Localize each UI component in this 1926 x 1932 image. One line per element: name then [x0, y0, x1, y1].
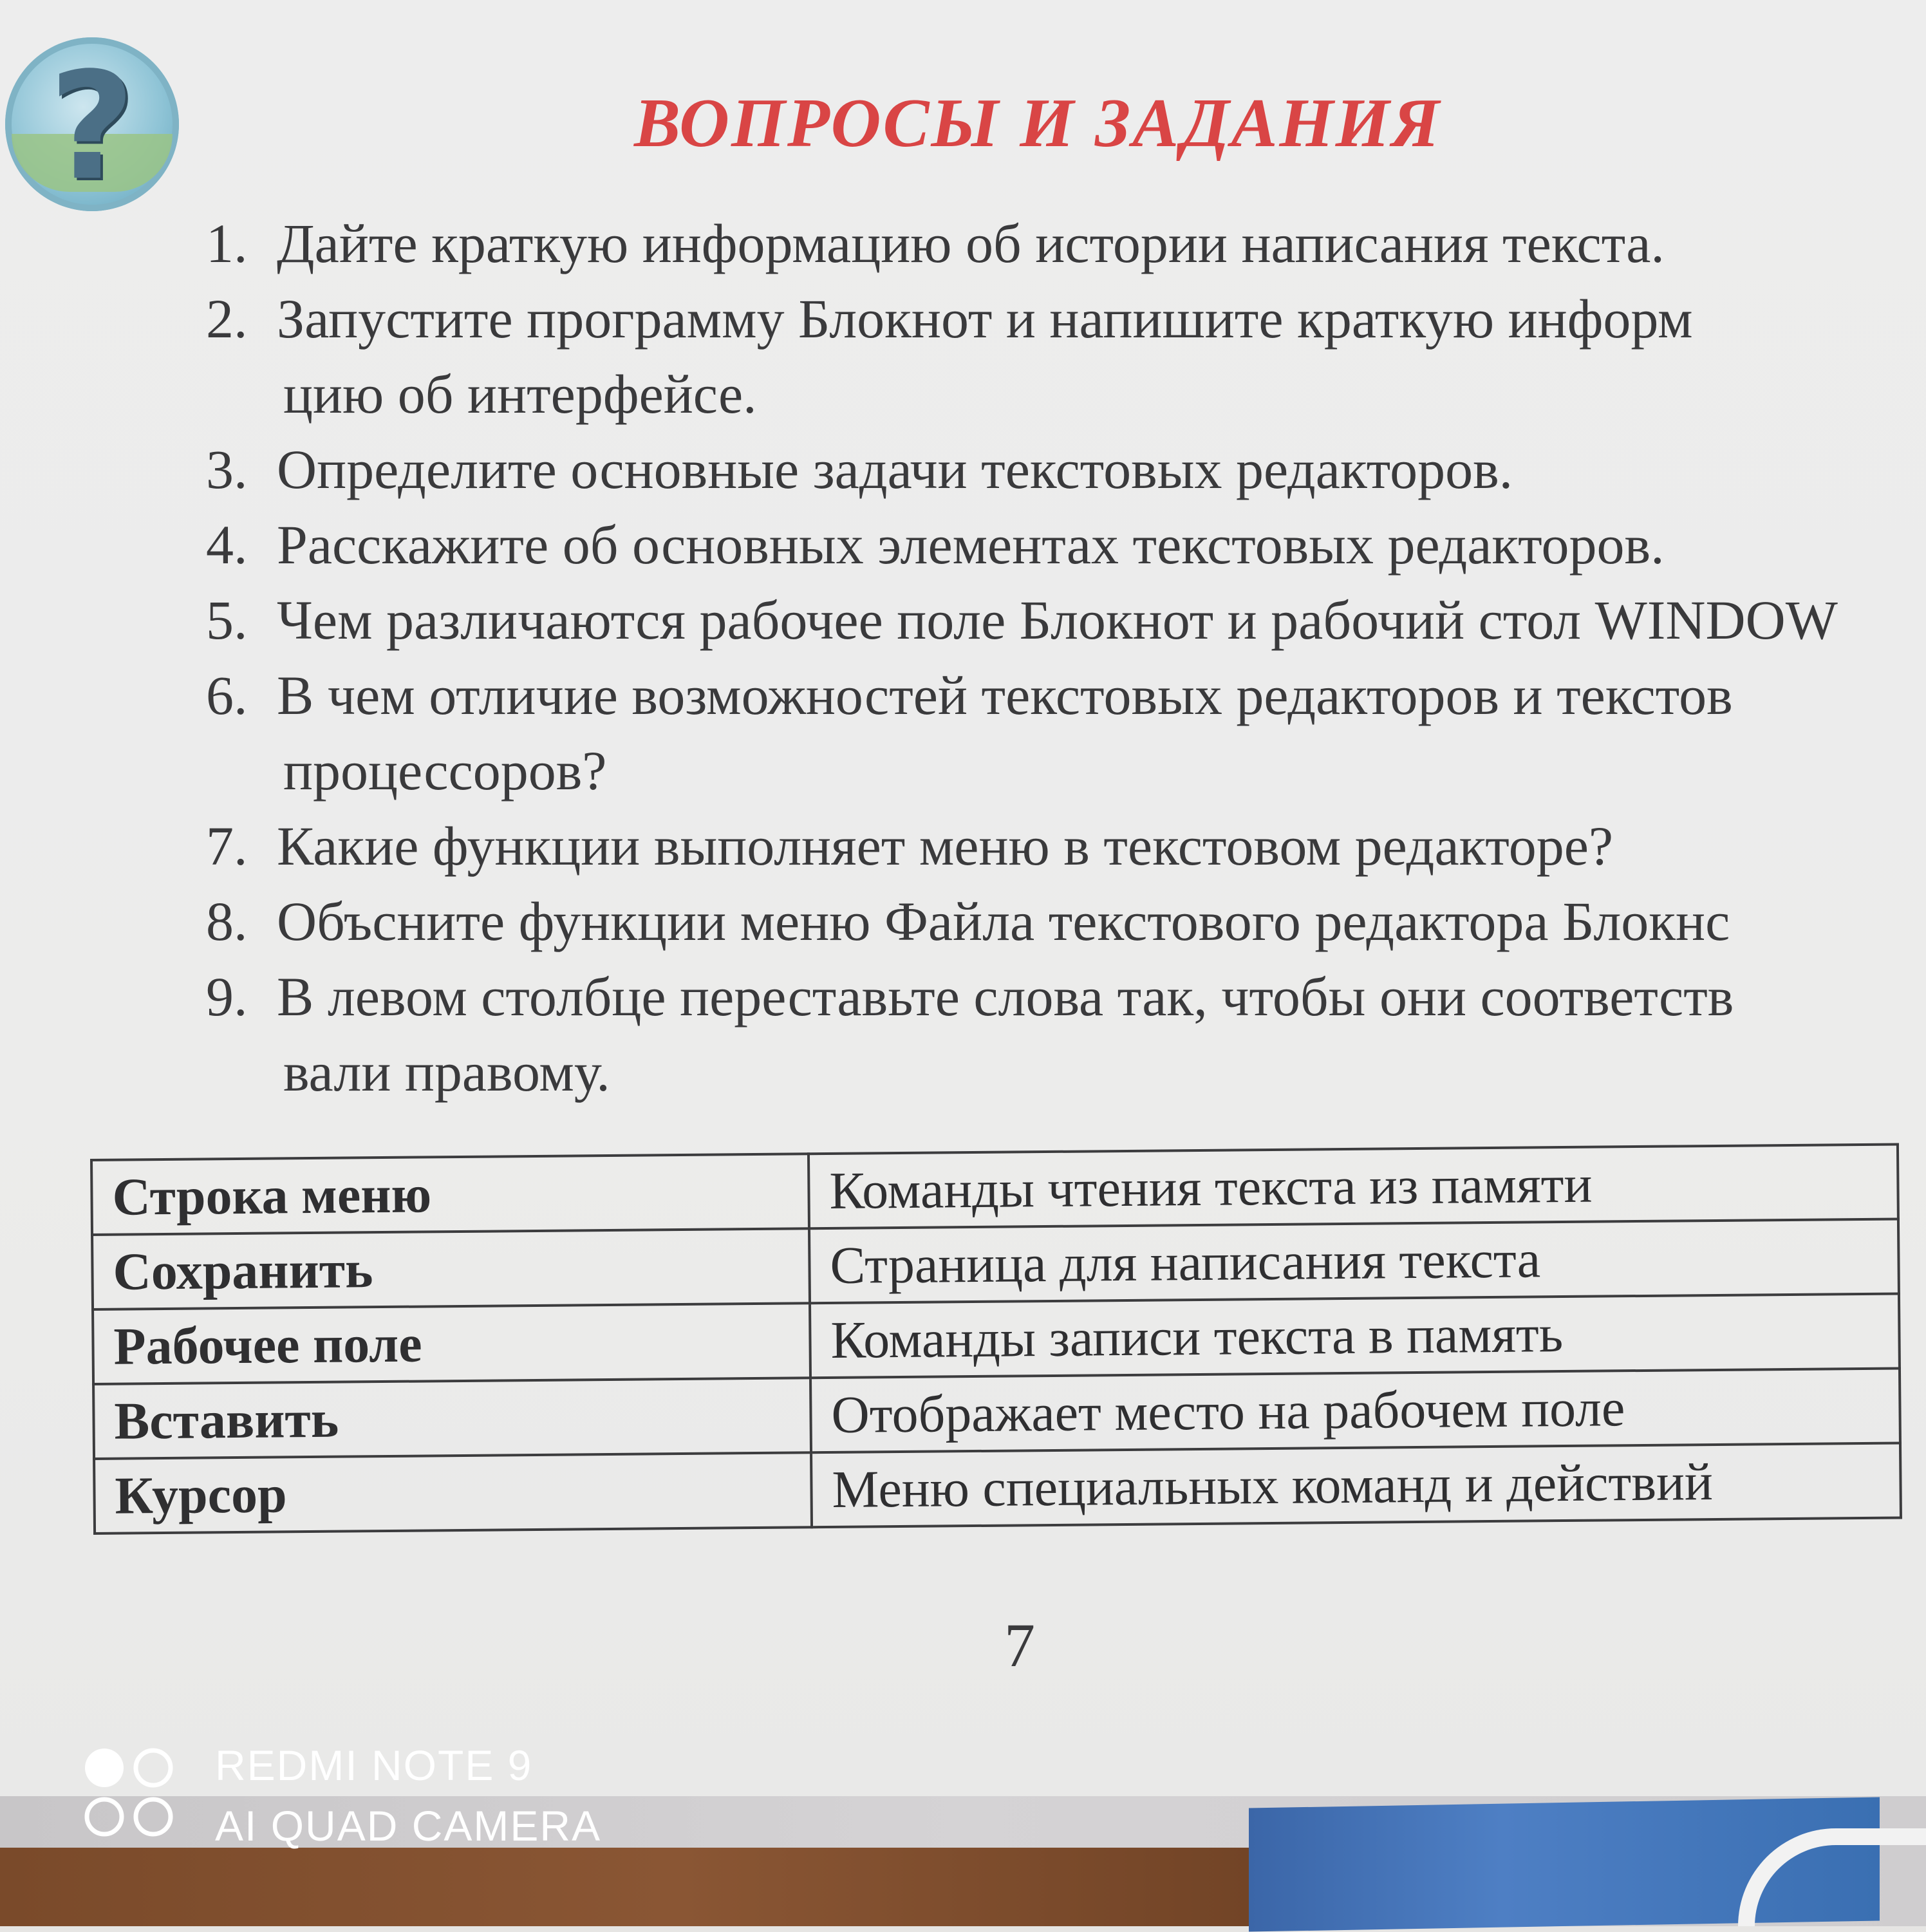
camera-lens-logo-icon	[82, 1745, 178, 1841]
question-text: Какие функции выполняет меню в текстовом редакторе?	[277, 815, 1614, 877]
question-text: Чем различаются рабочее поле Блокнот и рабочий стол WINDOW	[277, 589, 1838, 651]
term-cell: Строка меню	[91, 1154, 809, 1235]
question-item	[206, 206, 1926, 281]
definition-cell: Отображает место на рабочем поле	[810, 1368, 1900, 1452]
question-text: Определите основные задачи текстовых редакторов.	[277, 438, 1513, 500]
question-text: Объсните функции меню Файла текстового редактора Блокнс	[277, 890, 1730, 952]
question-number: 4.	[206, 514, 248, 576]
question-item	[206, 281, 1926, 432]
term-cell: Курсор	[94, 1452, 812, 1533]
wooden-desk-edge	[0, 1848, 1352, 1926]
question-number: 2.	[206, 288, 248, 350]
question-text: В левом столбце переставьте слова так, чтобы они соответств	[277, 966, 1734, 1027]
question-item	[206, 884, 1926, 959]
camera-watermark	[215, 1735, 601, 1856]
question-number: 9.	[206, 966, 248, 1027]
term-cell: Сохранить	[92, 1228, 810, 1309]
question-number: 5.	[206, 589, 248, 651]
question-glyph: ?	[49, 41, 135, 213]
question-item	[206, 507, 1926, 583]
question-number: 3.	[206, 438, 248, 500]
section-title: ВОПРОСЫ И ЗАДАНИЯ	[634, 85, 1441, 162]
questions-list	[206, 206, 1926, 1110]
question-mark-icon	[5, 37, 179, 211]
question-item	[206, 432, 1926, 507]
question-text: Расскажите об основных элементах текстовых редакторов.	[277, 514, 1665, 576]
question-number: 8.	[206, 890, 248, 952]
question-number: 7.	[206, 815, 248, 877]
page-number: 7	[1004, 1611, 1035, 1680]
question-number: 1.	[206, 212, 248, 274]
question-item	[206, 658, 1926, 809]
definition-cell: Меню специальных команд и действий	[811, 1443, 1901, 1527]
watermark-line-1: REDMI NOTE 9	[215, 1741, 533, 1789]
definition-cell: Команды записи текста в память	[810, 1293, 1900, 1378]
question-text-continuation: вали правому.	[283, 1041, 610, 1103]
question-item	[206, 959, 1926, 1110]
table-row	[94, 1443, 1901, 1533]
question-number: 6.	[206, 664, 248, 726]
question-text-continuation: процессоров?	[283, 740, 607, 802]
definition-cell: Команды чтения текста из памяти	[809, 1144, 1898, 1228]
question-item	[206, 583, 1926, 658]
watermark-line-2: AI QUAD CAMERA	[215, 1802, 602, 1850]
question-text: Запустите программу Блокнот и напишите краткую информ	[277, 288, 1693, 350]
term-cell: Рабочее поле	[93, 1303, 810, 1384]
question-text: В чем отличие возможностей текстовых редакторов и текстов	[277, 664, 1733, 726]
question-text-continuation: цию об интерфейсе.	[283, 363, 757, 425]
definition-cell: Страница для написания текста	[809, 1219, 1899, 1303]
term-cell: Вставить	[93, 1378, 811, 1459]
matching-table	[90, 1143, 1902, 1534]
question-item	[206, 809, 1926, 884]
question-text: Дайте краткую информацию об истории написания текста.	[277, 212, 1665, 274]
